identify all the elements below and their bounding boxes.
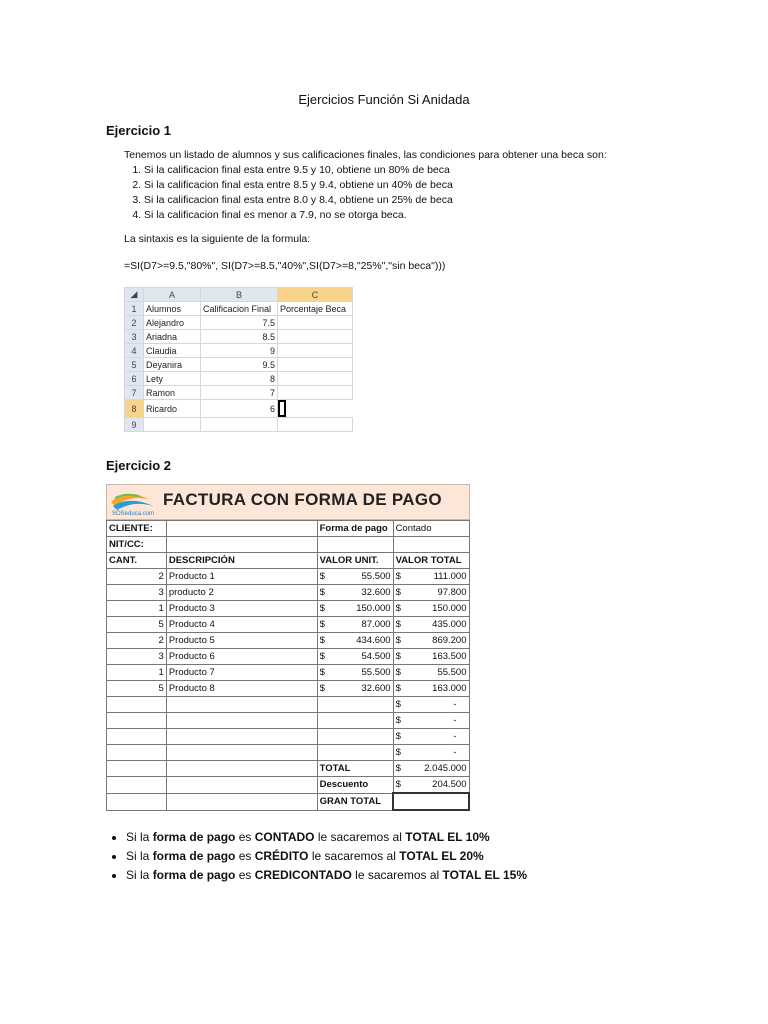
row-number[interactable]: 3 [125, 330, 144, 344]
row-number[interactable]: 8 [125, 400, 144, 418]
column-letter[interactable]: C [278, 288, 353, 302]
cell[interactable] [278, 358, 353, 372]
cell[interactable] [278, 316, 353, 330]
sheet-row [125, 418, 353, 432]
unit-cell[interactable]: $ 32.600 [317, 585, 393, 601]
desc-cell[interactable]: Producto 8 [166, 681, 317, 697]
desc-cell[interactable]: Producto 1 [166, 569, 317, 585]
qty-cell[interactable] [107, 697, 167, 713]
cell[interactable]: Claudia [144, 344, 201, 358]
col-desc: DESCRIPCIÓN [166, 553, 317, 569]
sheet-row [125, 316, 353, 330]
col-cant: CANT. [107, 553, 167, 569]
desc-cell[interactable]: Producto 6 [166, 649, 317, 665]
cell[interactable]: 7.5 [201, 316, 278, 330]
sheet-column-header-row [125, 288, 353, 302]
total-cell[interactable]: $ 111.000 [393, 569, 469, 585]
page-title: Ejercicios Función Si Anidada [298, 92, 470, 107]
cliente-label: CLIENTE: [107, 521, 167, 537]
cell[interactable]: 9.5 [201, 358, 278, 372]
row-number[interactable]: 9 [125, 418, 144, 432]
total-cell[interactable]: $ 869.200 [393, 633, 469, 649]
total-cell[interactable]: $ 163.500 [393, 649, 469, 665]
column-letter[interactable]: B [201, 288, 278, 302]
qty-cell[interactable] [107, 729, 167, 745]
cell[interactable]: Alejandro [144, 316, 201, 330]
descuento-value[interactable]: $ 204.500 [393, 777, 469, 794]
row-number[interactable]: 6 [125, 372, 144, 386]
invoice-row [107, 777, 470, 794]
sheet-row [125, 400, 353, 418]
desc-cell[interactable]: Producto 4 [166, 617, 317, 633]
sheet-row [125, 330, 353, 344]
ex1-heading: Ejercicio 1 [106, 123, 172, 138]
cell[interactable]: Alumnos [144, 302, 201, 316]
total-cell[interactable]: $ - [393, 745, 469, 761]
desc-cell[interactable]: producto 2 [166, 585, 317, 601]
payment-rule: • Si la forma de pago es CREDICONTADO le sacaremos al TOTAL EL 15% [126, 866, 686, 885]
cell[interactable]: 9 [201, 344, 278, 358]
cell[interactable] [278, 386, 353, 400]
unit-cell[interactable]: $ 87.000 [317, 617, 393, 633]
invoice-table [106, 520, 470, 811]
row-number[interactable]: 4 [125, 344, 144, 358]
desc-cell[interactable] [166, 713, 317, 729]
qty-cell[interactable]: 3 [107, 649, 167, 665]
desc-cell[interactable]: Producto 7 [166, 665, 317, 681]
unit-cell[interactable]: $ 434.600 [317, 633, 393, 649]
cliente-value[interactable] [166, 521, 317, 537]
cell[interactable] [201, 418, 278, 432]
cell[interactable]: Porcentaje Beca [278, 302, 353, 316]
cell[interactable]: Calificacion Final [201, 302, 278, 316]
cell[interactable]: 8 [201, 372, 278, 386]
cell[interactable]: Lety [144, 372, 201, 386]
invoice-header [106, 484, 470, 520]
total-cell[interactable]: $ - [393, 697, 469, 713]
active-cell[interactable] [278, 400, 286, 417]
qty-cell[interactable]: 2 [107, 633, 167, 649]
invoice-row [107, 521, 470, 537]
descuento-label: Descuento [317, 777, 393, 794]
unit-cell[interactable] [317, 729, 393, 745]
nit-label: NIT/CC: [107, 537, 167, 553]
table-row [107, 633, 470, 649]
logo-text: SOSeduca.com [112, 511, 155, 516]
grades-sheet [124, 287, 353, 432]
cell [166, 761, 317, 777]
ex2-heading: Ejercicio 2 [106, 458, 172, 473]
table-row [107, 617, 470, 633]
soseduca-logo [109, 488, 171, 516]
sheet-row [125, 372, 353, 386]
desc-cell[interactable] [166, 729, 317, 745]
gran-total-value[interactable] [393, 793, 469, 810]
column-letter[interactable]: A [144, 288, 201, 302]
total-cell[interactable]: $ 97.800 [393, 585, 469, 601]
qty-cell[interactable] [107, 713, 167, 729]
row-number[interactable]: 1 [125, 302, 144, 316]
table-row [107, 601, 470, 617]
total-cell[interactable]: $ 163.000 [393, 681, 469, 697]
cell [317, 537, 393, 553]
qty-cell[interactable]: 5 [107, 681, 167, 697]
cell[interactable]: 8.5 [201, 330, 278, 344]
select-all-corner[interactable]: ◢ [125, 288, 144, 302]
payment-rule: • Si la forma de pago es CONTADO le sacaremos al TOTAL EL 10% [126, 828, 686, 847]
condition-item: 3. Si la calificacion final esta entre 8.0 y 8.4, obtiene un 25% de beca [144, 193, 644, 208]
table-row [107, 729, 470, 745]
row-number[interactable]: 5 [125, 358, 144, 372]
cell[interactable]: Ariadna [144, 330, 201, 344]
unit-cell[interactable]: $ 55.500 [317, 569, 393, 585]
nit-value[interactable] [166, 537, 317, 553]
ex1-syntax-label: La sintaxis es la siguiente de la formula: [124, 233, 311, 245]
total-value[interactable]: $ 2.045.000 [393, 761, 469, 777]
cell [166, 793, 317, 810]
col-total: VALOR TOTAL [393, 553, 469, 569]
table-row [107, 713, 470, 729]
ex1-intro-block [124, 148, 644, 223]
cell [393, 537, 469, 553]
row-number[interactable]: 7 [125, 386, 144, 400]
total-label: TOTAL [317, 761, 393, 777]
condition-item: 2. Si la calificacion final esta entre 8.5 y 9.4, obtiene un 40% de beca [144, 178, 644, 193]
total-cell[interactable]: $ 435.000 [393, 617, 469, 633]
qty-cell[interactable]: 1 [107, 665, 167, 681]
table-row [107, 585, 470, 601]
cell[interactable]: 7 [201, 386, 278, 400]
condition-item: 1. Si la calificacion final esta entre 9.5 y 10, obtiene un 80% de beca [144, 163, 644, 178]
qty-cell[interactable]: 5 [107, 617, 167, 633]
payment-rules [104, 828, 686, 885]
ex1-formula: =SI(D7>=9.5,"80%", SI(D7>=8.5,"40%",SI(D7>=8,"25%","sin beca"))) [124, 260, 446, 272]
unit-cell[interactable]: $ 32.600 [317, 681, 393, 697]
desc-cell[interactable] [166, 745, 317, 761]
condition-item: 4. Si la calificacion final es menor a 7.9, no se otorga beca. [144, 208, 644, 223]
invoice [106, 484, 470, 811]
cell[interactable] [278, 344, 353, 358]
invoice-row [107, 537, 470, 553]
cell [107, 777, 167, 794]
payment-rule: • Si la forma de pago es CRÉDITO le sacaremos al TOTAL EL 20% [126, 847, 686, 866]
col-unit: VALOR UNIT. [317, 553, 393, 569]
sheet-row [125, 302, 353, 316]
unit-cell[interactable] [317, 745, 393, 761]
unit-cell[interactable]: $ 54.500 [317, 649, 393, 665]
cell[interactable] [278, 372, 353, 386]
qty-cell[interactable]: 2 [107, 569, 167, 585]
unit-cell[interactable]: $ 150.000 [317, 601, 393, 617]
row-number[interactable]: 2 [125, 316, 144, 330]
table-row [107, 649, 470, 665]
invoice-title: FACTURA CON FORMA DE PAGO [163, 490, 442, 509]
qty-cell[interactable] [107, 745, 167, 761]
unit-cell[interactable]: $ 55.500 [317, 665, 393, 681]
qty-cell[interactable]: 1 [107, 601, 167, 617]
table-row [107, 745, 470, 761]
ex1-intro: Tenemos un listado de alumnos y sus calificaciones finales, las condiciones para obtener una beca son: [124, 149, 607, 161]
cell[interactable]: Ricardo [144, 400, 201, 418]
table-row [107, 681, 470, 697]
cell[interactable] [144, 418, 201, 432]
total-cell[interactable]: $ - [393, 729, 469, 745]
sheet-row [125, 344, 353, 358]
cell [107, 761, 167, 777]
ex1-conditions [126, 163, 644, 223]
cell[interactable]: Deyanira [144, 358, 201, 372]
table-row [107, 569, 470, 585]
desc-cell[interactable]: Producto 5 [166, 633, 317, 649]
cell[interactable]: 6 [201, 400, 278, 418]
cell [166, 777, 317, 794]
unit-cell[interactable] [317, 697, 393, 713]
table-row [107, 665, 470, 681]
qty-cell[interactable]: 3 [107, 585, 167, 601]
cell [107, 793, 167, 810]
cell[interactable] [278, 330, 353, 344]
total-cell[interactable]: $ 150.000 [393, 601, 469, 617]
sheet-row [125, 386, 353, 400]
desc-cell[interactable] [166, 697, 317, 713]
sheet-row [125, 358, 353, 372]
forma-pago-label: Forma de pago [317, 521, 393, 537]
invoice-row [107, 761, 470, 777]
desc-cell[interactable]: Producto 3 [166, 601, 317, 617]
forma-pago-value[interactable]: Contado [393, 521, 469, 537]
invoice-row [107, 793, 470, 810]
invoice-items [107, 569, 470, 761]
gran-total-label: GRAN TOTAL [317, 793, 393, 810]
total-cell[interactable]: $ 55.500 [393, 665, 469, 681]
cell[interactable] [278, 418, 353, 432]
unit-cell[interactable] [317, 713, 393, 729]
table-row [107, 697, 470, 713]
total-cell[interactable]: $ - [393, 713, 469, 729]
invoice-column-headers [107, 553, 470, 569]
cell[interactable]: Ramon [144, 386, 201, 400]
